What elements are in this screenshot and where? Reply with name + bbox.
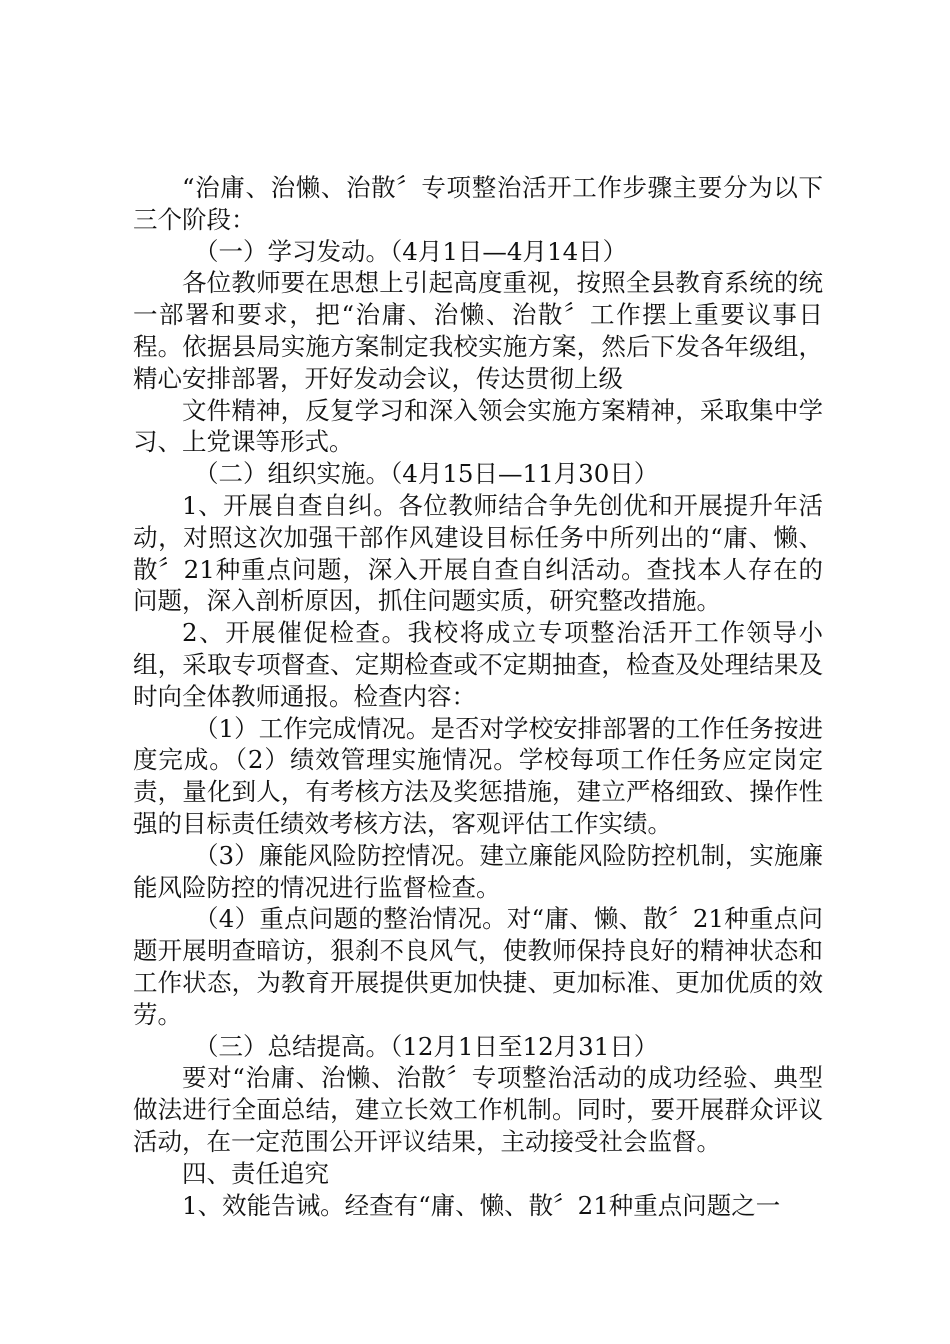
heading-stage-two: （二）组织实施。（4月15日—11月30日） [194, 459, 659, 489]
heading-section-four: 四、责任追究 [182, 1158, 329, 1188]
heading-stage-three: （三）总结提高。（12月1日至12月31日） [194, 1031, 659, 1061]
paragraph-efficiency-warning: 1、效能告诫。经查有“庸、懒、散〞21种重点问题之一 [182, 1190, 781, 1220]
paragraph-stage-three-body: 要对“治庸、治懒、治散〞专项整治活动的成功经验、典型做法进行全面总结，建立长效工作机制。同时，要开展群众评议活动，在一定范围公开评议结果，主动接受社会监督。 [133, 1063, 823, 1156]
paragraph-check-item-1-2: （1）工作完成情况。是否对学校安排部署的工作任务按进度完成。（2）绩效管理实施情况。学校每项工作任务应定岗定责，量化到人，有考核方法及奖惩措施，建立严格细致、操作性强的目标责任绩效考核方法，客观评估工作实绩。 [133, 713, 823, 838]
paragraph-check-item-3: （3）廉能风险防控情况。建立廉能风险防控机制，实施廉能风险防控的情况进行监督检查。 [133, 840, 823, 902]
heading-stage-one: （一）学习发动。（4月1日—4月14日） [194, 236, 628, 266]
paragraph-stage-one-body: 各位教师要在思想上引起高度重视，按照全县教育系统的统一部署和要求，把“治庸、治懒、治散〞工作摆上重要议事日程。依据县局实施方案制定我校实施方案，然后下发各年级组，精心安排部署，开好发动会议，传达贯彻上级 [133, 268, 823, 393]
paragraph-check-item-4: （4）重点问题的整治情况。对“庸、懒、散〞21种重点问题开展明查暗访，狠刹不良风气，使教师保持良好的精神状态和工作状态，为教育开展提供更加快捷、更加标准、更加优质的效劳。 [133, 904, 823, 1029]
paragraph-intro: “治庸、治懒、治散〞专项整治活开工作步骤主要分为以下三个阶段： [133, 173, 823, 234]
paragraph-supervision: 2、开展催促检查。我校将成立专项整治活开工作领导小组，采取专项督查、定期检查或不定期抽查，检查及处理结果及时向全体教师通报。检查内容： [133, 618, 823, 711]
paragraph-self-check: 1、开展自查自纠。各位教师结合争先创优和开展提升年活动，对照这次加强干部作风建设目标任务中所列出的“庸、懒、散〞21种重点问题，深入开展自查自纠活动。查找本人存在的问题，深入剖析原因，抓住问题实质，研究整改措施。 [133, 490, 823, 616]
paragraph-stage-one-continued: 文件精神，反复学习和深入领会实施方案精神，采取集中学习、上党课等形式。 [133, 395, 823, 457]
document-body [133, 172, 823, 1221]
